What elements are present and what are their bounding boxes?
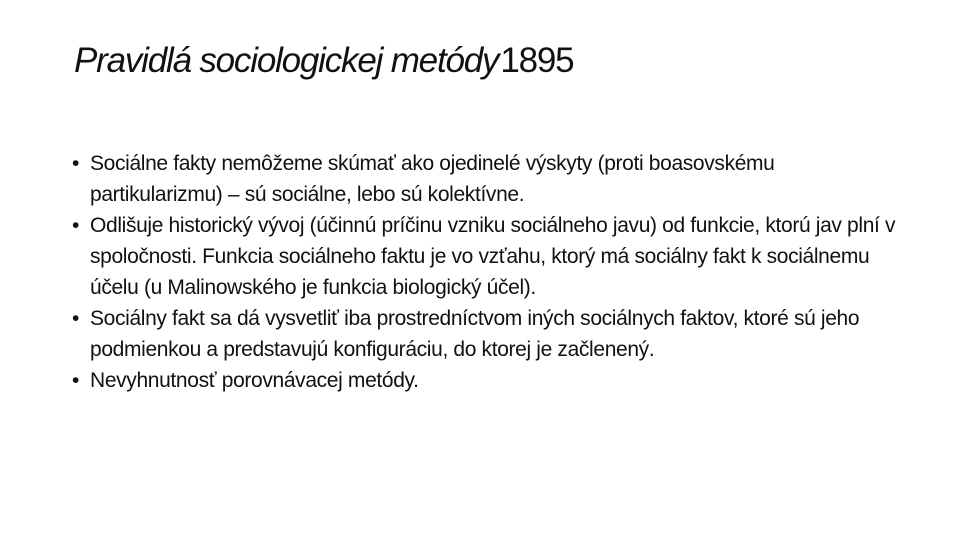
- bullet-item: [72, 210, 898, 303]
- slide-title: [74, 36, 894, 86]
- bullet-text: Sociálne fakty nemôžeme skúmať ako ojedinelé výskyty (proti boasovskému partikularizmu) – sú sociálne, lebo sú kolektívne.: [90, 152, 775, 206]
- bullet-text: Nevyhnutnosť porovnávacej metódy.: [90, 369, 419, 392]
- bullet-item: [72, 365, 898, 396]
- bullet-marker: •: [72, 307, 80, 330]
- bullet-item: [72, 303, 898, 365]
- bullet-marker: •: [72, 369, 80, 392]
- bullet-list: [72, 148, 898, 396]
- bullet-marker: •: [72, 214, 80, 237]
- bullet-marker: •: [72, 152, 80, 175]
- bullet-item: [72, 148, 898, 210]
- bullet-text: Odlišuje historický vývoj (účinnú príčinu vzniku sociálneho javu) od funkcie, ktorú jav plní v spoločnosti. Funkcia sociálneho faktu je vo vzťahu, ktorý má sociálny fakt k sociálnemu účelu (u Malinowského je funkcia biologický účel).: [90, 214, 896, 299]
- slide-title-text: Pravidlá sociologickej metódy: [74, 41, 499, 80]
- slide-title-year: 1895: [500, 41, 574, 80]
- bullet-text: Sociálny fakt sa dá vysvetliť iba prostredníctvom iných sociálnych faktov, ktoré sú jeho podmienkou a predstavujú konfiguráciu, do ktorej je začlenený.: [90, 307, 860, 361]
